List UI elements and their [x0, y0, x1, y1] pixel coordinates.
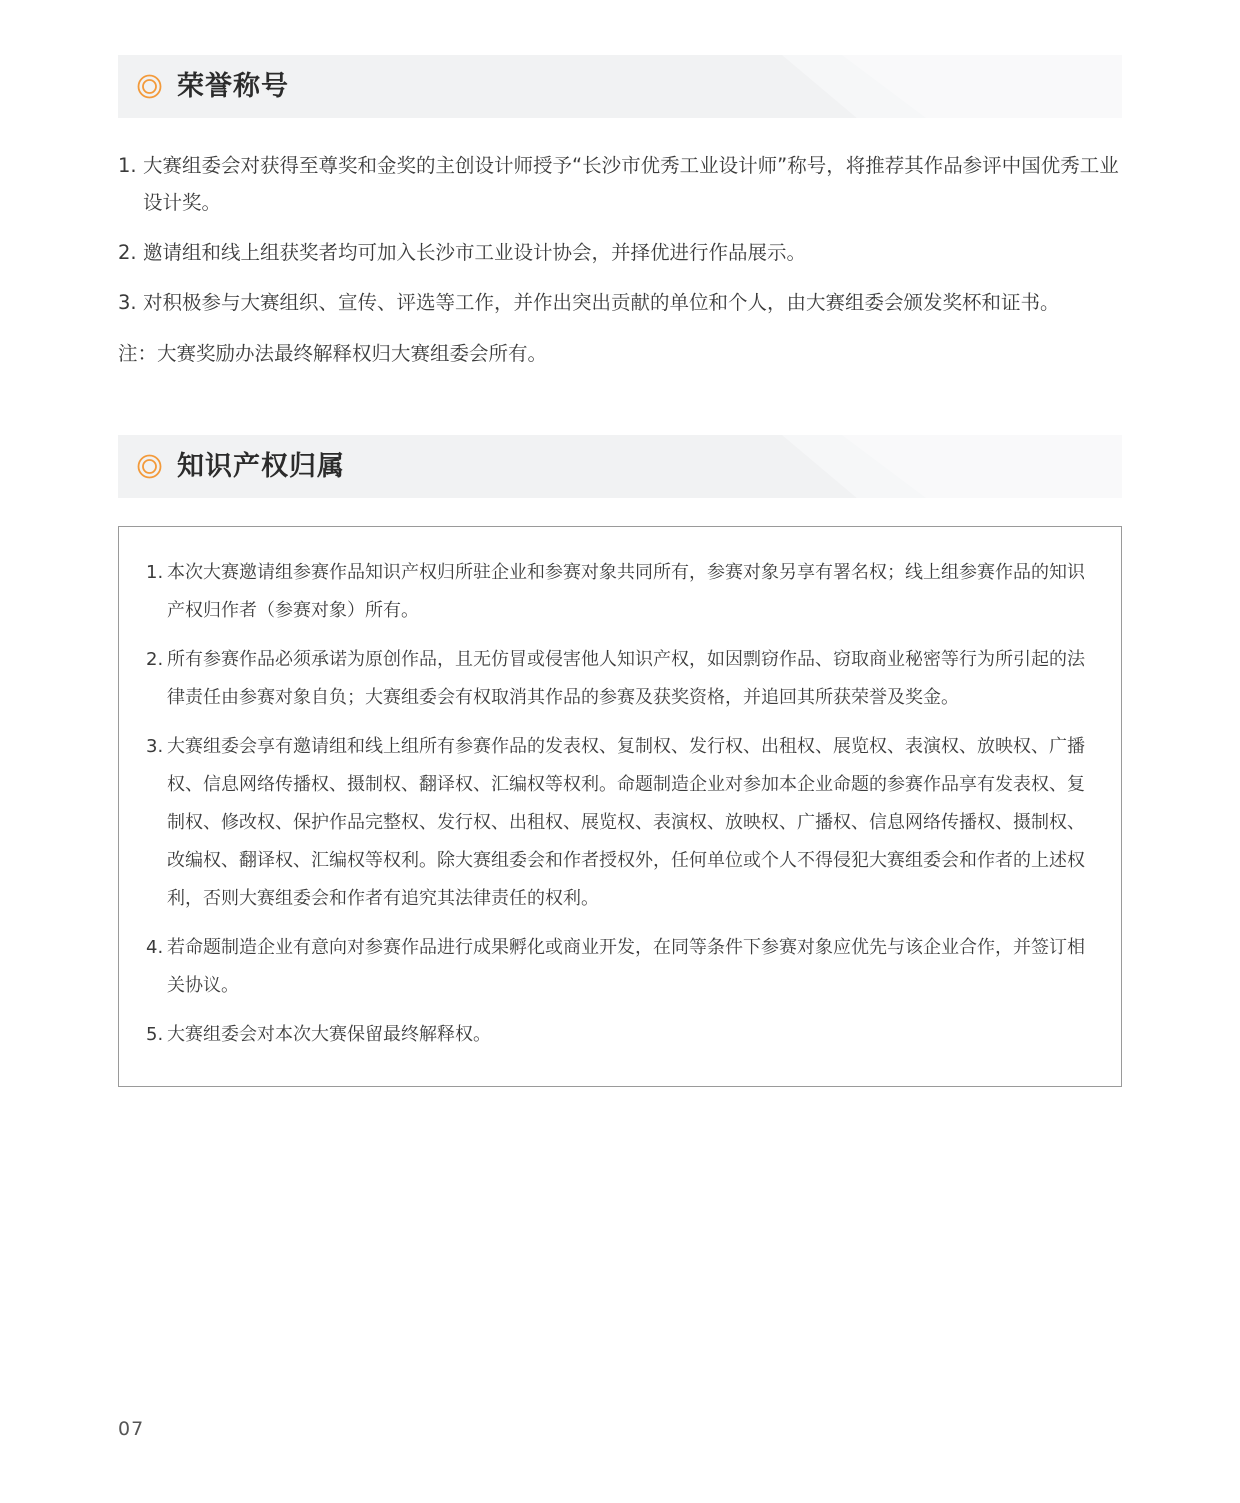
honors-list: [118, 147, 1128, 334]
item-text: 所有参赛作品必须承诺为原创作品，且无仿冒或侵害他人知识产权，如因剽窃作品、窃取商业秘密等行为所引起的法律责任由参赛对象自负；大赛组委会有权取消其作品的参赛及获奖资格，并追回其所获荣誉及奖金。: [167, 649, 1085, 708]
ip-list: [146, 554, 1098, 1065]
item-number: 3.: [118, 291, 137, 314]
list-item: [118, 284, 1128, 321]
section-title: 知识产权归属: [177, 451, 345, 482]
double-ring-icon: [137, 454, 162, 479]
item-text: 对积极参与大赛组织、宣传、评选等工作，并作出突出贡献的单位和个人，由大赛组委会颁发奖杯和证书。: [143, 291, 1060, 314]
item-text: 大赛组委会对获得至尊奖和金奖的主创设计师授予“长沙市优秀工业设计师”称号，将推荐其作品参评中国优秀工业设计奖。: [143, 154, 1119, 214]
item-text: 若命题制造企业有意向对参赛作品进行成果孵化或商业开发，在同等条件下参赛对象应优先与该企业合作，并签订相关协议。: [167, 937, 1085, 996]
item-number: 1.: [146, 562, 164, 583]
item-number: 2.: [118, 241, 137, 264]
item-number: 4.: [146, 937, 164, 958]
section-title: 荣誉称号: [177, 71, 289, 102]
ip-section-header: [118, 435, 1122, 498]
page-number: 07: [118, 1418, 145, 1440]
double-ring-icon: [137, 74, 162, 99]
list-item: [146, 554, 1098, 630]
ip-content-box: [118, 526, 1122, 1087]
item-number: 3.: [146, 736, 164, 757]
list-item: [146, 641, 1098, 717]
honors-note: 注：大赛奖励办法最终解释权归大赛组委会所有。: [118, 342, 548, 365]
list-item: [146, 929, 1098, 1005]
list-item: [118, 147, 1128, 221]
list-item: [118, 234, 1128, 271]
item-number: 1.: [118, 154, 137, 177]
item-text: 本次大赛邀请组参赛作品知识产权归所驻企业和参赛对象共同所有，参赛对象另享有署名权；线上组参赛作品的知识产权归作者（参赛对象）所有。: [167, 562, 1085, 621]
honors-section-header: [118, 55, 1122, 118]
item-text: 大赛组委会享有邀请组和线上组所有参赛作品的发表权、复制权、发行权、出租权、展览权、表演权、放映权、广播权、信息网络传播权、摄制权、翻译权、汇编权等权利。命题制造企业对参加本企业命题的参赛作品享有发表权、复制权、修改权、保护作品完整权、发行权、出租权、展览权、表演权、放映权、广播权、信息网络传播权、摄制权、改编权、翻译权、汇编权等权利。除大赛组委会和作者授权外，任何单位或个人不得侵犯大赛组委会和作者的上述权利，否则大赛组委会和作者有追究其法律责任的权利。: [167, 736, 1085, 909]
item-text: 大赛组委会对本次大赛保留最终解释权。: [167, 1024, 491, 1045]
item-number: 5.: [146, 1024, 164, 1045]
item-text: 邀请组和线上组获奖者均可加入长沙市工业设计协会，并择优进行作品展示。: [143, 241, 807, 264]
item-number: 2.: [146, 649, 164, 670]
list-item: [146, 1016, 1098, 1054]
list-item: [146, 728, 1098, 918]
